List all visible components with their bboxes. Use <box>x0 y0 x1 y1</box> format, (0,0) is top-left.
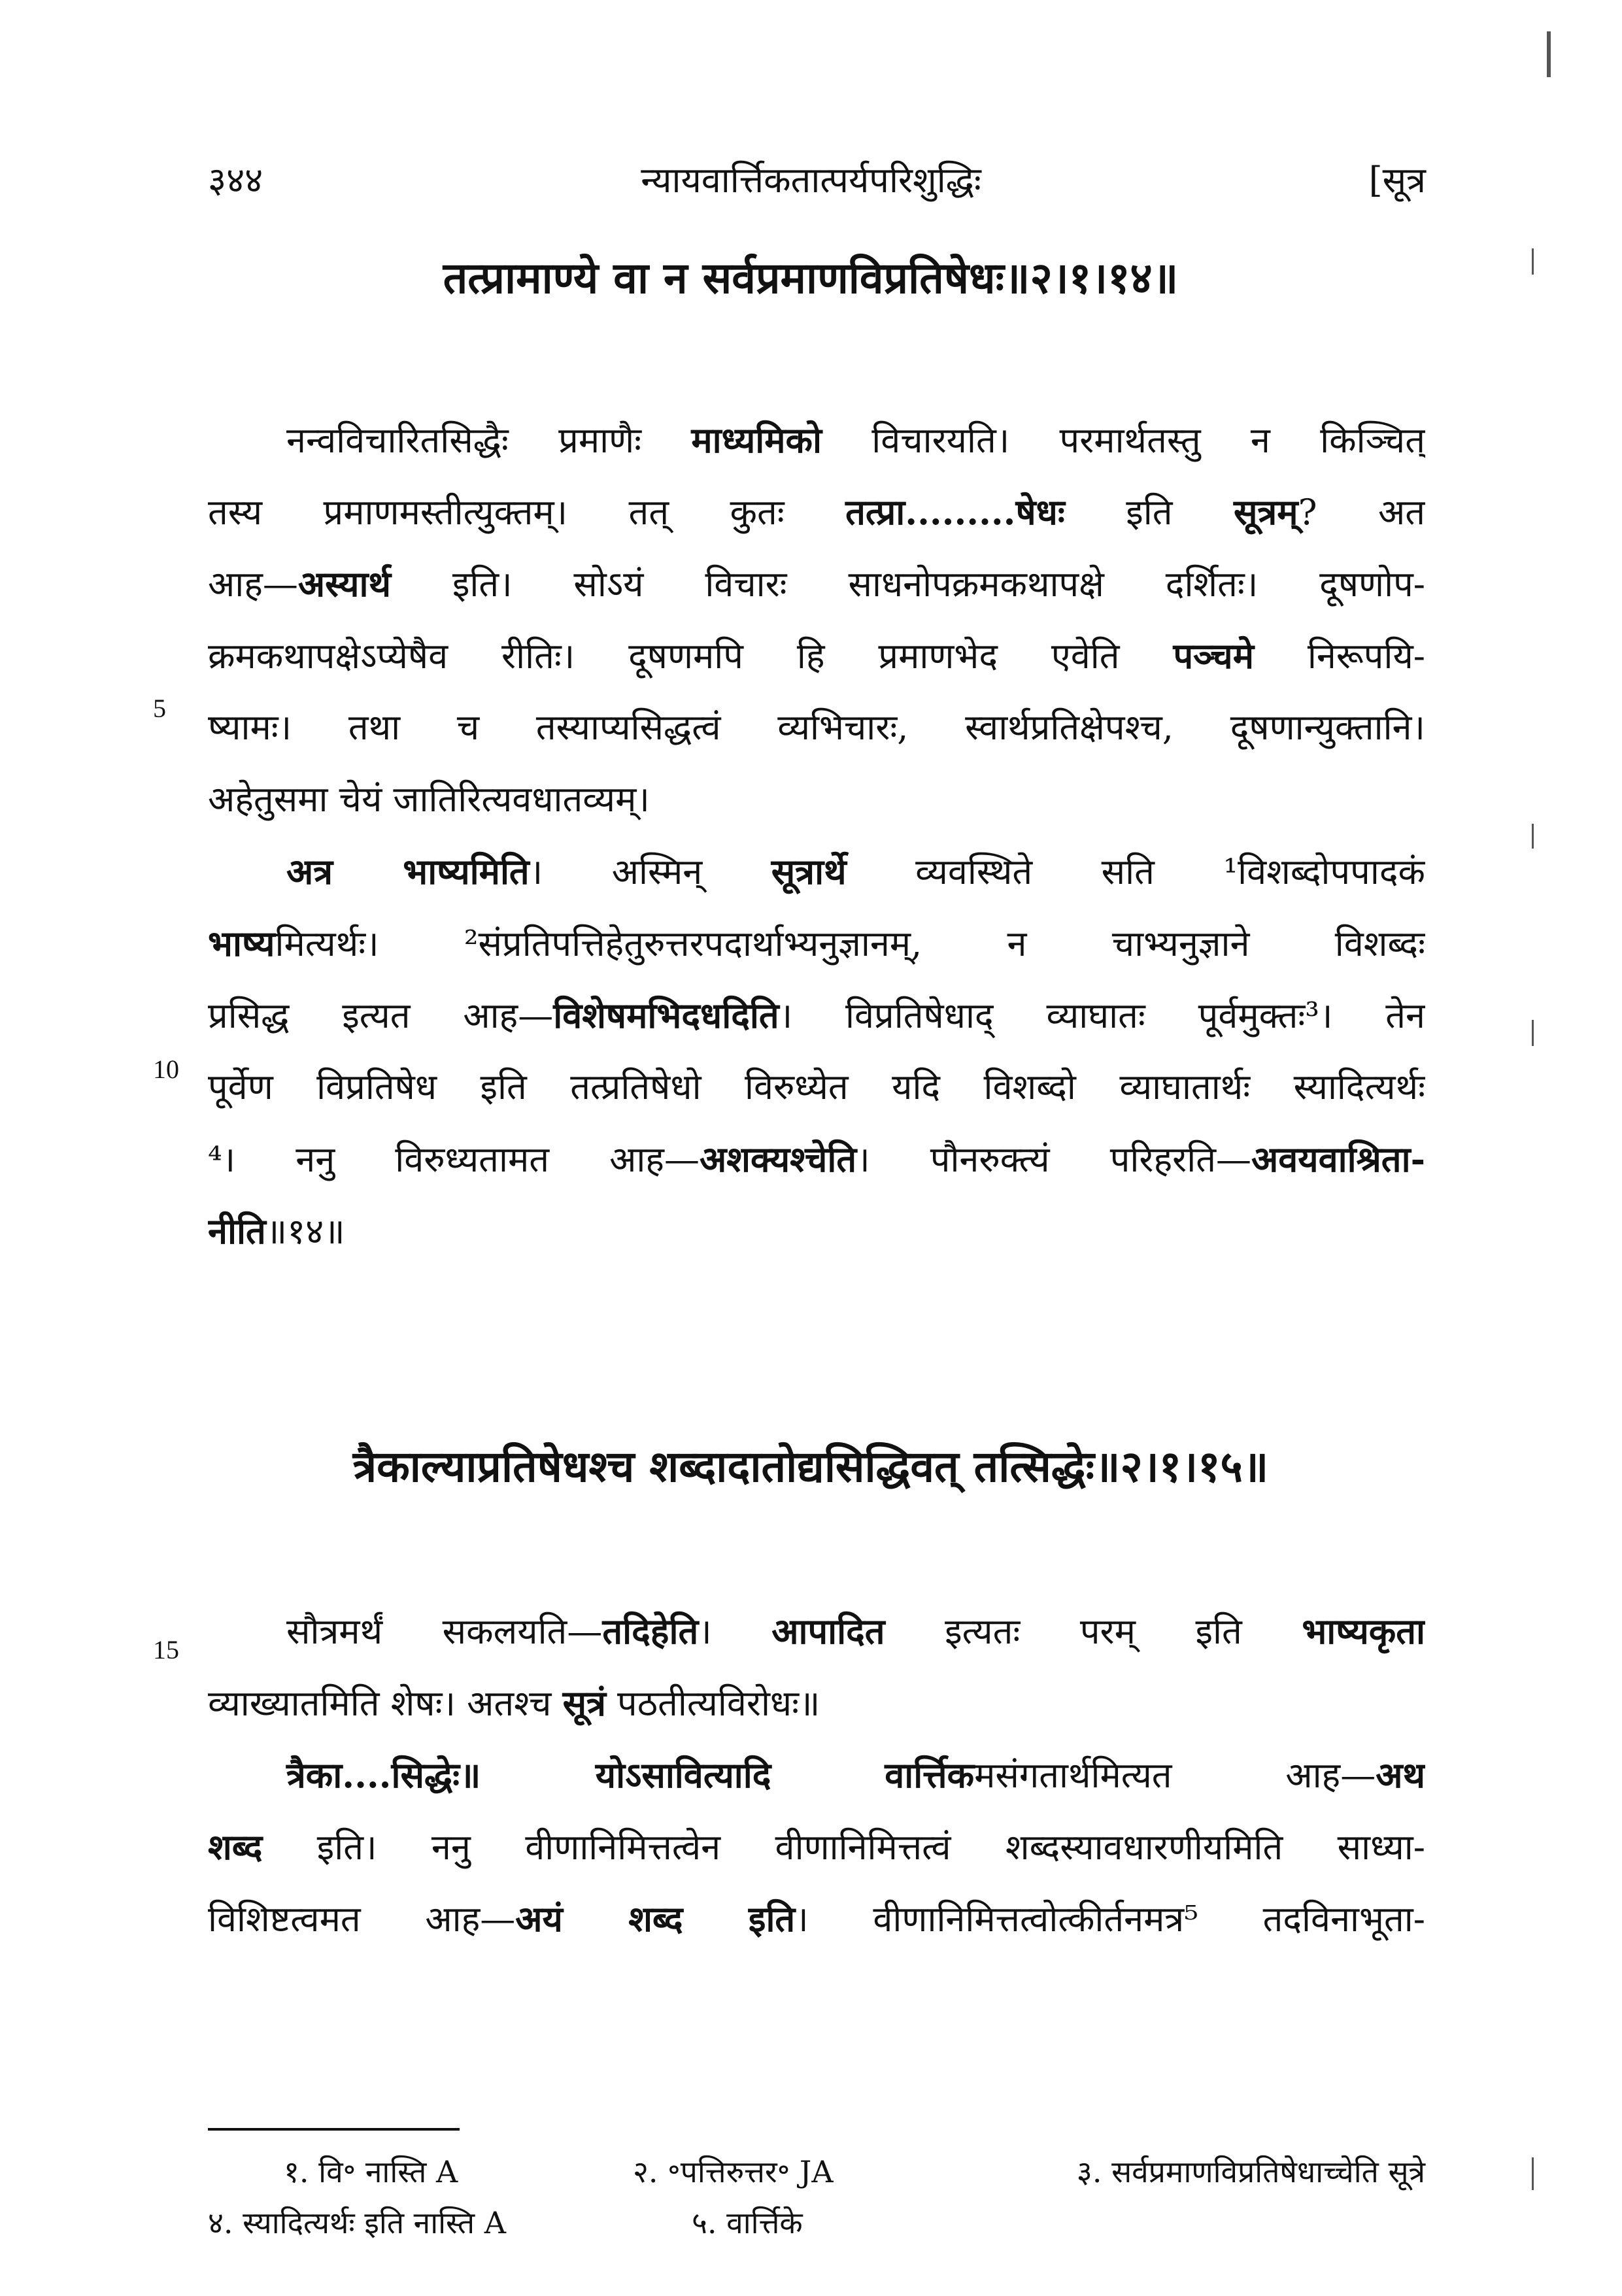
text-line: व्याख्यातमिति शेषः। अतश्च सूत्रं पठतीत्यविरोधः॥ <box>208 1682 820 1724</box>
sutra-heading-14: तत्प्रामाण्ये वा न सर्वप्रमाणविप्रतिषेधः॥२।१।१४॥ <box>443 252 1179 303</box>
page-number: ३४४ <box>208 160 263 201</box>
running-section-label: [सूत्र <box>1368 160 1426 201</box>
footnote-2: २. ॰पत्तिरुत्तर॰ JA <box>633 2154 834 2189</box>
footnote-4: ४. स्यादित्यर्थः इति नास्ति A <box>208 2205 506 2240</box>
text-line: तस्य प्रमाणमस्तीत्युक्तम्। तत् कुतः तत्प्रा.........षेधः इति सूत्रम्? अत <box>208 491 1425 533</box>
scan-edge-mark <box>1532 824 1534 849</box>
scan-edge-mark <box>1532 1020 1534 1046</box>
text-line: प्रसिद्ध इत्यत आह—विशेषमभिदधदिति। विप्रतिषेधाद् व्याघातः पूर्वमुक्तः³। तेन <box>208 994 1425 1036</box>
footnote-ref: ² <box>464 923 479 964</box>
text-line: सौत्रमर्थं सकलयति—तदिहेति। आपादित इत्यतः परम् इति भाष्यकृता <box>286 1610 1425 1652</box>
line-number-5: 5 <box>153 694 166 723</box>
running-title: न्यायवार्त्तिकतात्पर्यपरिशुद्धिः <box>641 160 981 201</box>
footnotes <box>208 2146 1425 2248</box>
text-line: शब्द इति। ननु वीणानिमित्तत्वेन वीणानिमित्तत्वं शब्दस्यावधारणीयमिति साध्या- <box>208 1826 1425 1868</box>
footnote-ref: ¹ <box>1223 851 1238 892</box>
sutra-heading-15: त्रैकाल्याप्रतिषेधश्च शब्दादातोद्यसिद्धिवत् तत्सिद्धेः॥२।१।१५॥ <box>352 1441 1269 1492</box>
text-line: नीति॥१४॥ <box>208 1210 345 1252</box>
footnote-3: ३. सर्वप्रमाणविप्रतिषेधाच्चेति सूत्रे <box>1076 2154 1425 2189</box>
footnote-5: ५. वार्त्तिके <box>692 2205 803 2240</box>
footnote-row <box>208 2146 1425 2197</box>
running-header <box>0 154 1622 207</box>
footnote-ref: ⁵ <box>1184 1899 1198 1940</box>
text-line: ष्यामः। तथा च तस्याप्यसिद्धत्वं व्यभिचारः, स्वार्थप्रतिक्षेपश्च, दूषणान्युक्तानि। <box>208 707 1425 748</box>
footnote-ref: ³ <box>1305 995 1319 1036</box>
footnote-1: १. वि॰ नास्ति A <box>284 2154 458 2189</box>
text-line: विशिष्टत्वमत आह—अयं शब्द इति। वीणानिमित्तत्वोत्कीर्तनमत्र⁵ तदविनाभूता- <box>208 1898 1425 1940</box>
text-line: क्रमकथापक्षेऽप्येषैव रीतिः। दूषणमपि हि प्रमाणभेद एवेति पञ्चमे निरूपयि- <box>208 635 1425 677</box>
text-line: भाष्यमित्यर्थः। ²संप्रतिपत्तिहेतुरुत्तरपदार्थाभ्यनुज्ञानम्, न चाभ्यनुज्ञाने विशब्दः <box>208 922 1425 964</box>
footnote-ref: ⁴ <box>208 1139 222 1180</box>
text-line: अहेतुसमा चेयं जातिरित्यवधातव्यम्। <box>208 779 650 820</box>
line-number-10: 10 <box>153 1055 179 1084</box>
text-line: आह—अस्यार्थ इति। सोऽयं विचारः साधनोपक्रमकथापक्षे दर्शितः। दूषणोप- <box>208 563 1425 605</box>
footnote-rule <box>208 2128 460 2131</box>
footnote-row <box>208 2197 1425 2248</box>
commentary-block-15 <box>208 1595 1425 1955</box>
text-line: नन्वविचारितसिद्धैः प्रमाणैः माध्यमिको विचारयति। परमार्थतस्तु न किञ्चित् <box>286 419 1425 461</box>
scan-edge-mark <box>1532 248 1534 275</box>
commentary-block-14 <box>208 404 1425 1267</box>
scan-edge-mark <box>1547 31 1551 77</box>
text-line: अत्र भाष्यमिति। अस्मिन् सूत्रार्थे व्यवस्थिते सति ¹विशब्दोपपादकं <box>286 851 1425 892</box>
text-line: पूर्वेण विप्रतिषेध इति तत्प्रतिषेधो विरुध्येत यदि विशब्दो व्याघातार्थः स्यादित्यर्थः <box>208 1066 1425 1107</box>
text-line: त्रैका....सिद्धेः॥ योऽसावित्यादि वार्त्तिकमसंगतार्थमित्यत आह—अथ <box>286 1754 1425 1796</box>
text-line: ⁴। ननु विरुध्यतामत आह—अशक्यश्चेति। पौनरुक्त्यं परिहरति—अवयवाश्रिता- <box>208 1138 1425 1180</box>
scan-edge-mark <box>1532 2157 1534 2190</box>
line-number-15: 15 <box>153 1635 179 1664</box>
